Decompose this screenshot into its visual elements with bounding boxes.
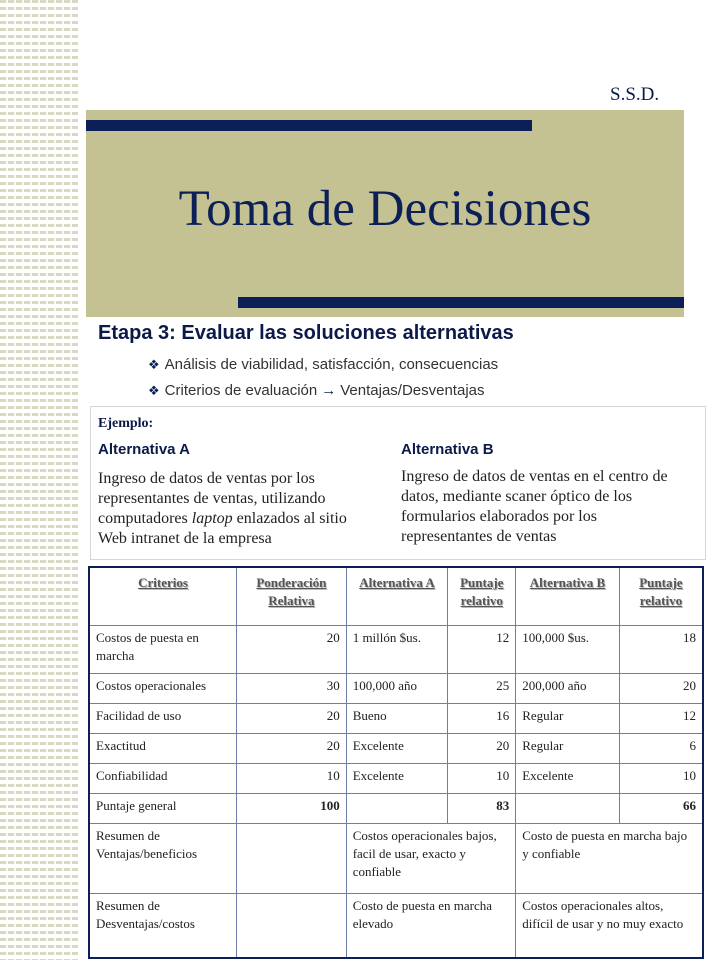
alternative-a-title: Alternativa A xyxy=(98,441,190,458)
table-cell: 20 xyxy=(237,704,347,734)
arrow-right-icon: → xyxy=(321,382,337,399)
table-cell: Excelente xyxy=(516,764,620,794)
table-cell: 20 xyxy=(237,626,347,674)
alt-a-text-part: enlazados al sitio Web intranet de la empresa xyxy=(98,510,347,547)
alt-a-text-part: Ingreso de datos de ventas por los representantes de ventas, utilizando computadores xyxy=(98,470,326,527)
table-cell: 20 xyxy=(237,734,347,764)
table-cell: Regular xyxy=(516,734,620,764)
table-cell: Resumen de Desventajas/costos xyxy=(89,894,237,958)
table-row xyxy=(89,794,703,824)
table-cell: Costos operacionales altos, difícil de usar y no muy exacto xyxy=(516,894,703,958)
example-label: Ejemplo: xyxy=(98,416,154,431)
table-cell: Costo de puesta en marcha bajo y confiable xyxy=(516,824,703,894)
bullet-text-left: Criterios de evaluación xyxy=(164,382,318,399)
ssd-label: S.S.D. xyxy=(610,84,660,105)
bullet-criteria xyxy=(148,382,485,399)
table-cell xyxy=(516,794,620,824)
table-cell: 10 xyxy=(619,764,703,794)
table-row xyxy=(89,626,703,674)
table-cell: 66 xyxy=(619,794,703,824)
table-cell: 10 xyxy=(448,764,516,794)
alternative-b-title: Alternativa B xyxy=(401,441,494,458)
table-row xyxy=(89,894,703,958)
table-row xyxy=(89,734,703,764)
table-cell: Excelente xyxy=(346,734,448,764)
table-cell: 20 xyxy=(448,734,516,764)
table-cell: 10 xyxy=(237,764,347,794)
table-cell: Regular xyxy=(516,704,620,734)
table-cell: 100,000 $us. xyxy=(516,626,620,674)
table-cell xyxy=(237,824,347,894)
table-cell: 18 xyxy=(619,626,703,674)
diamond-bullet-icon: ❖ xyxy=(148,383,160,398)
table-cell: Costos operacionales xyxy=(89,674,237,704)
table-cell: 12 xyxy=(619,704,703,734)
header-cell: Alternativa B xyxy=(516,567,620,626)
table-cell: 1 millón $us. xyxy=(346,626,448,674)
header-cell: Alternativa A xyxy=(346,567,448,626)
table-cell: 200,000 año xyxy=(516,674,620,704)
table-cell: 83 xyxy=(448,794,516,824)
stage-heading: Etapa 3: Evaluar las soluciones alternativas xyxy=(98,322,514,344)
table-cell: 100,000 año xyxy=(346,674,448,704)
alternative-b-text: Ingreso de datos de ventas en el centro de datos, mediante scaner óptico de los formularios elaborados por los representantes de ventas xyxy=(401,468,668,545)
table-row xyxy=(89,674,703,704)
banner-bottom-bar xyxy=(238,297,684,308)
table-cell: Costo de puesta en marcha elevado xyxy=(346,894,516,958)
page-title: Toma de Decisiones xyxy=(178,181,592,237)
table-cell: Bueno xyxy=(346,704,448,734)
table-cell: Costos de puesta en marcha xyxy=(89,626,237,674)
banner-top-bar xyxy=(86,120,532,131)
header-cell: Puntaje relativo xyxy=(619,567,703,626)
table-row xyxy=(89,704,703,734)
table-cell: Resumen de Ventajas/beneficios xyxy=(89,824,237,894)
table-cell: 25 xyxy=(448,674,516,704)
header-cell: Ponderación Relativa xyxy=(237,567,347,626)
table-cell: Confiabilidad xyxy=(89,764,237,794)
table-cell: Puntaje general xyxy=(89,794,237,824)
evaluation-table xyxy=(88,566,704,959)
table-cell: Excelente xyxy=(346,764,448,794)
table-cell: Facilidad de uso xyxy=(89,704,237,734)
table-header-row xyxy=(89,567,703,626)
table-cell xyxy=(346,794,448,824)
table-cell: Exactitud xyxy=(89,734,237,764)
table-cell: Costos operacionales bajos, facil de usar, exacto y confiable xyxy=(346,824,516,894)
table-cell: 30 xyxy=(237,674,347,704)
bullet-text: Análisis de viabilidad, satisfacción, consecuencias xyxy=(164,356,499,373)
table-cell: 100 xyxy=(237,794,347,824)
bullet-viability xyxy=(148,356,498,373)
bullet-text-right: Ventajas/Desventajas xyxy=(340,382,485,399)
header-cell: Puntaje relativo xyxy=(448,567,516,626)
alternative-a-text xyxy=(98,469,378,549)
table-cell: 20 xyxy=(619,674,703,704)
table-cell: 12 xyxy=(448,626,516,674)
header-cell: Criterios xyxy=(89,567,237,626)
table-row xyxy=(89,824,703,894)
alt-a-text-italic: laptop xyxy=(191,510,233,527)
table-cell: 16 xyxy=(448,704,516,734)
decorative-stripes xyxy=(0,0,78,960)
table-row xyxy=(89,764,703,794)
table-cell xyxy=(237,894,347,958)
diamond-bullet-icon: ❖ xyxy=(148,357,160,372)
table-cell: 6 xyxy=(619,734,703,764)
